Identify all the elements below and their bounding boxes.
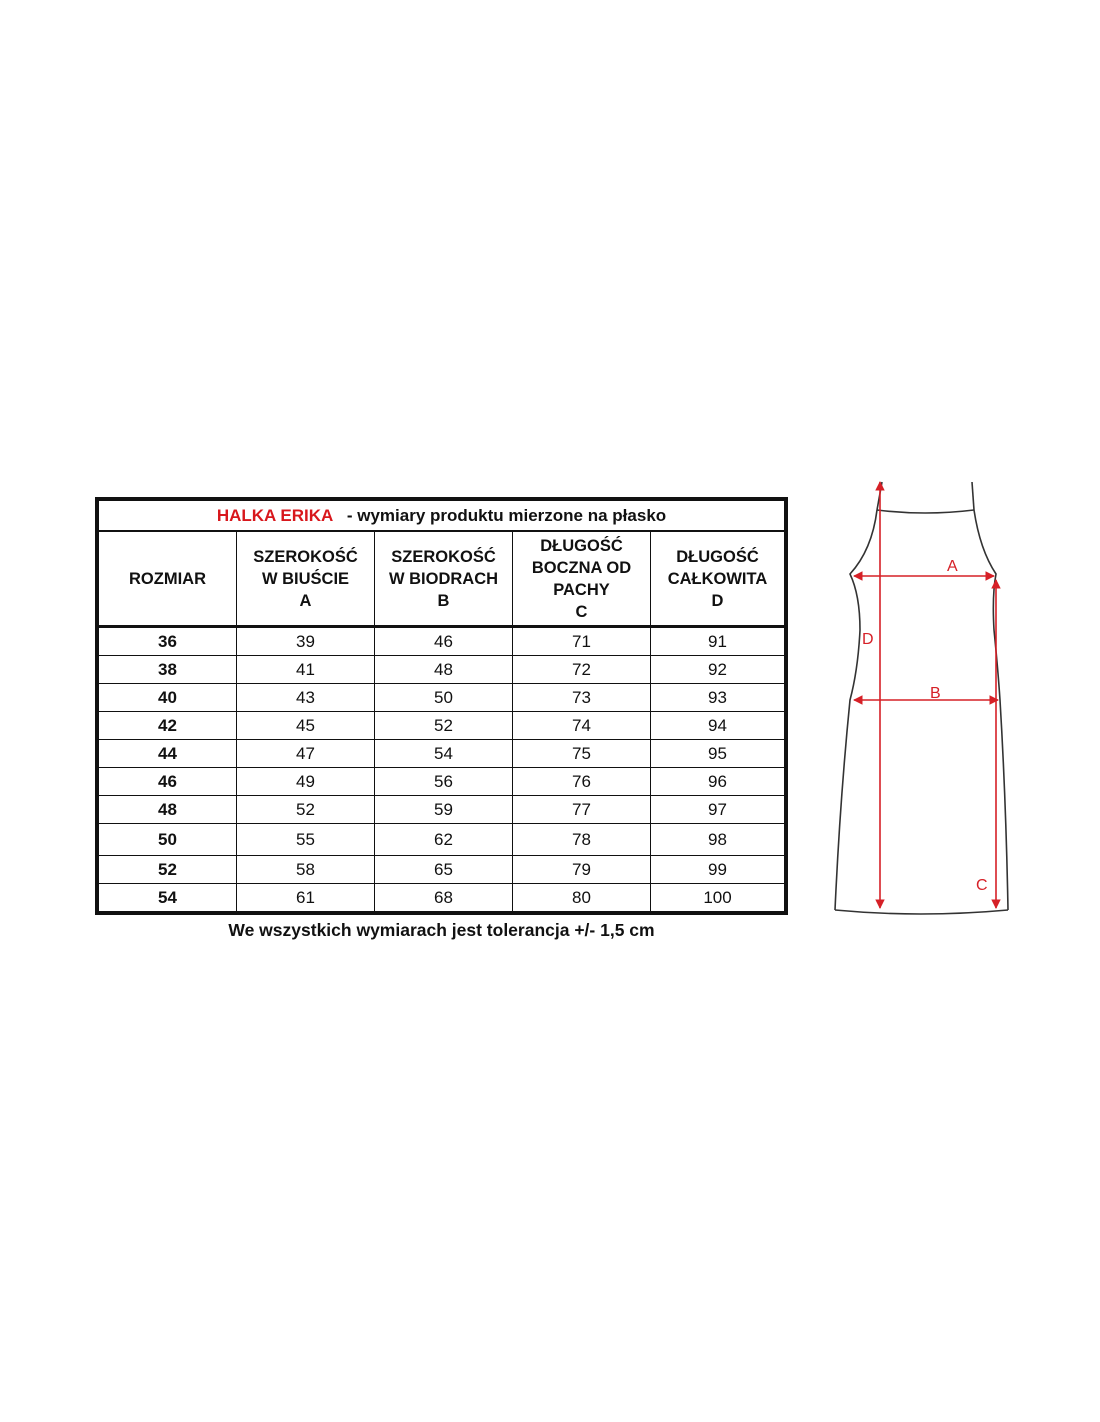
hip-cell: 54 bbox=[375, 740, 513, 768]
hip-cell: 50 bbox=[375, 684, 513, 712]
header-side-length: DŁUGOŚĆ BOCZNA OD PACHY C bbox=[513, 531, 651, 627]
side-length-cell: 74 bbox=[513, 712, 651, 740]
total-length-cell: 96 bbox=[651, 768, 785, 796]
hip-cell: 68 bbox=[375, 884, 513, 912]
bust-cell: 49 bbox=[237, 768, 375, 796]
table-row bbox=[99, 884, 785, 912]
side-length-cell: 78 bbox=[513, 824, 651, 856]
bust-cell: 52 bbox=[237, 796, 375, 824]
table-subtitle: - wymiary produktu mierzone na płasko bbox=[346, 505, 667, 525]
bust-cell: 61 bbox=[237, 884, 375, 912]
total-length-cell: 95 bbox=[651, 740, 785, 768]
total-length-cell: 100 bbox=[651, 884, 785, 912]
hip-cell: 59 bbox=[375, 796, 513, 824]
table-title bbox=[99, 501, 785, 532]
neckline bbox=[877, 510, 974, 513]
size-cell: 52 bbox=[99, 856, 237, 884]
hip-cell: 48 bbox=[375, 656, 513, 684]
header-bust-width: SZEROKOŚĆ W BIUŚCIE A bbox=[237, 531, 375, 627]
size-cell: 50 bbox=[99, 824, 237, 856]
header-total-length: DŁUGOŚĆ CAŁKOWITA D bbox=[651, 531, 785, 627]
size-cell: 54 bbox=[99, 884, 237, 912]
size-cell: 44 bbox=[99, 740, 237, 768]
bust-cell: 43 bbox=[237, 684, 375, 712]
right-side-seam bbox=[974, 510, 1008, 910]
table-row bbox=[99, 768, 785, 796]
left-side-seam bbox=[835, 510, 877, 910]
hem bbox=[835, 910, 1008, 914]
side-length-cell: 76 bbox=[513, 768, 651, 796]
total-length-cell: 97 bbox=[651, 796, 785, 824]
total-length-cell: 92 bbox=[651, 656, 785, 684]
header-row bbox=[99, 531, 785, 627]
total-length-cell: 98 bbox=[651, 824, 785, 856]
size-cell: 48 bbox=[99, 796, 237, 824]
header-size: ROZMIAR bbox=[99, 531, 237, 627]
label-b: B bbox=[930, 685, 941, 702]
bust-cell: 47 bbox=[237, 740, 375, 768]
side-length-cell: 77 bbox=[513, 796, 651, 824]
hip-cell: 46 bbox=[375, 627, 513, 656]
bust-cell: 41 bbox=[237, 656, 375, 684]
bust-cell: 45 bbox=[237, 712, 375, 740]
total-length-cell: 94 bbox=[651, 712, 785, 740]
bust-cell: 39 bbox=[237, 627, 375, 656]
total-length-cell: 99 bbox=[651, 856, 785, 884]
label-a: A bbox=[947, 558, 958, 575]
size-cell: 46 bbox=[99, 768, 237, 796]
size-cell: 42 bbox=[99, 712, 237, 740]
hip-cell: 62 bbox=[375, 824, 513, 856]
side-length-cell: 72 bbox=[513, 656, 651, 684]
hip-cell: 65 bbox=[375, 856, 513, 884]
table-row bbox=[99, 856, 785, 884]
size-cell: 36 bbox=[99, 627, 237, 656]
header-hip-width: SZEROKOŚĆ W BIODRACH B bbox=[375, 531, 513, 627]
slip-dress-diagram bbox=[830, 470, 1040, 930]
tolerance-note: We wszystkich wymiarach jest tolerancja +/- 1,5 cm bbox=[228, 920, 655, 940]
side-length-cell: 80 bbox=[513, 884, 651, 912]
table-row bbox=[99, 740, 785, 768]
side-length-cell: 79 bbox=[513, 856, 651, 884]
dress-outline bbox=[835, 482, 1008, 914]
table-row bbox=[99, 627, 785, 656]
label-d: D bbox=[862, 631, 874, 648]
table-row bbox=[99, 796, 785, 824]
total-length-cell: 93 bbox=[651, 684, 785, 712]
side-length-cell: 75 bbox=[513, 740, 651, 768]
right-strap bbox=[972, 482, 974, 510]
label-c: C bbox=[976, 877, 988, 894]
bust-cell: 58 bbox=[237, 856, 375, 884]
table-row bbox=[99, 712, 785, 740]
table-row bbox=[99, 824, 785, 856]
table-row bbox=[99, 656, 785, 684]
side-length-cell: 73 bbox=[513, 684, 651, 712]
bust-cell: 55 bbox=[237, 824, 375, 856]
size-cell: 38 bbox=[99, 656, 237, 684]
hip-cell: 52 bbox=[375, 712, 513, 740]
side-length-cell: 71 bbox=[513, 627, 651, 656]
total-length-cell: 91 bbox=[651, 627, 785, 656]
size-cell: 40 bbox=[99, 684, 237, 712]
size-chart-table bbox=[95, 497, 788, 915]
table-row bbox=[99, 684, 785, 712]
product-name: HALKA ERIKA bbox=[216, 505, 333, 525]
hip-cell: 56 bbox=[375, 768, 513, 796]
